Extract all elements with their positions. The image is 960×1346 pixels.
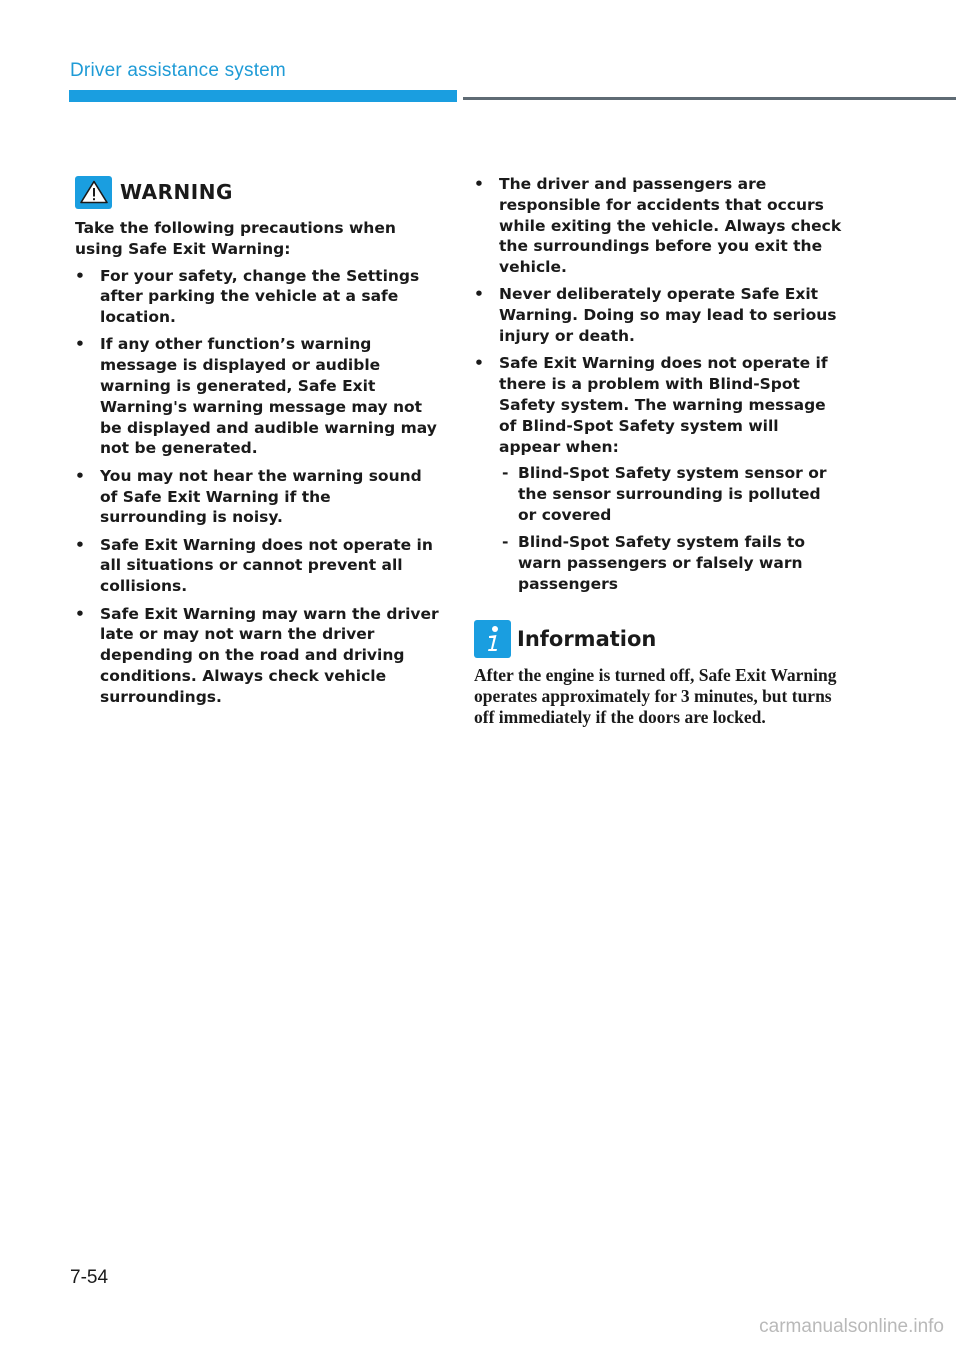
list-item-text: Safe Exit Warning does not operate in all situations or cannot prevent all collisions. (100, 535, 433, 596)
information-title: Information (517, 626, 657, 651)
info-icon (482, 624, 504, 654)
warning-list-left (75, 266, 439, 708)
page-number: 7-54 (70, 1267, 109, 1288)
right-column (474, 174, 842, 728)
warning-heading (75, 174, 439, 210)
warning-badge (75, 176, 112, 209)
bullet-mark: • (474, 175, 484, 193)
bullet-mark: • (75, 266, 85, 285)
list-item (75, 604, 439, 708)
list-item (75, 334, 439, 459)
dash-mark: - (502, 464, 509, 483)
list-item (474, 174, 842, 278)
list-item-text: Safe Exit Warning may warn the driver late or may not warn the driver depending on the road and driving conditions. Always check vehicle surroundings. (100, 604, 439, 706)
list-item (75, 535, 439, 597)
sub-list-item-text: Blind-Spot Safety system fails to warn passengers or falsely warn passengers (518, 533, 806, 593)
info-badge (474, 620, 511, 658)
information-text: After the engine is turned off, Safe Exit Warning operates approximately for 3 minutes, but turns off immediately if the doors are locked. (474, 664, 837, 727)
list-item-text: Safe Exit Warning does not operate if there is a problem with Blind-Spot Safety system. The warning message of Blind-Spot Safety system will appear when: (499, 354, 828, 456)
header-rule-gray (463, 97, 956, 100)
list-item-text: Never deliberately operate Safe Exit Warning. Doing so may lead to serious injury or death. (499, 285, 837, 346)
dash-mark: - (502, 533, 509, 552)
bullet-mark: • (474, 354, 484, 373)
sub-list-item-text: Blind-Spot Safety system sensor or the sensor surrounding is polluted or covered (518, 464, 827, 524)
warning-list-right (474, 174, 842, 595)
bullet-mark: • (75, 535, 85, 554)
sub-list-item (499, 463, 842, 525)
left-column (75, 174, 439, 714)
list-item-text: For your safety, change the Settings after parking the vehicle at a safe location. (100, 266, 420, 327)
header-rule-accent (69, 90, 457, 102)
warning-intro: Take the following precautions when using Safe Exit Warning: (75, 219, 396, 258)
list-item (75, 266, 439, 328)
warning-triangle-icon (80, 180, 108, 204)
list-item-text: You may not hear the warning sound of Safe Exit Warning if the surrounding is noisy. (100, 466, 422, 527)
information-heading (474, 619, 842, 659)
warning-sub-list (499, 463, 842, 594)
list-item-text: If any other function’s warning message is displayed or audible warning is generated, Safe Exit Warning's warning message may not be displayed and audible warning may not be generated. (100, 335, 437, 458)
list-item-text: The driver and passengers are responsible for accidents that occurs while exiting the vehicle. Always check the surroundings before you exit the vehicle. (499, 175, 842, 277)
bullet-mark: • (75, 335, 85, 354)
bullet-mark: • (75, 466, 85, 485)
bullet-mark: • (75, 604, 85, 623)
sub-list-item (499, 532, 842, 594)
list-item (75, 466, 439, 528)
warning-title: WARNING (120, 180, 233, 204)
list-item (474, 284, 842, 346)
bullet-mark: • (474, 285, 484, 304)
watermark: carmanualsonline.info (759, 1316, 944, 1337)
section-header-title: Driver assistance system (70, 60, 286, 81)
list-item (474, 353, 842, 594)
